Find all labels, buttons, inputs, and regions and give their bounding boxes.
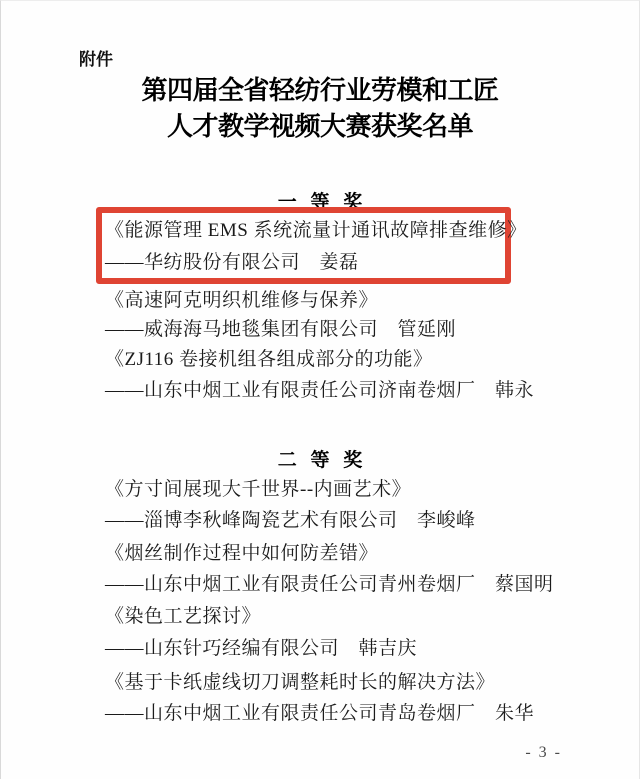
entry-winner: ——威海海马地毯集团有限公司 管延刚 — [105, 319, 457, 340]
document-title-line1: 第四届全省轻纺行业劳模和工匠 — [141, 76, 499, 105]
entry-winner: ——山东中烟工业有限责任公司青岛卷烟厂 朱华 — [105, 703, 535, 724]
entry-title: 《烟丝制作过程中如何防差错》 — [105, 543, 379, 564]
entry-winner: ——山东中烟工业有限责任公司济南卷烟厂 韩永 — [105, 380, 535, 401]
entry-title: 《染色工艺探讨》 — [105, 606, 262, 627]
entry-winner: ——淄博李秋峰陶瓷艺术有限公司 李峻峰 — [105, 510, 476, 531]
entry-winner: ——华纺股份有限公司 姜磊 — [105, 252, 359, 273]
entry-title: 《高速阿克明织机维修与保养》 — [105, 290, 379, 311]
entry-winner: ——山东针巧经编有限公司 韩吉庆 — [105, 638, 418, 659]
entry-title: 《方寸间展现大千世界--内画艺术》 — [105, 479, 412, 500]
page-number: - 3 - — [525, 744, 562, 761]
entry-title: 《能源管理 EMS 系统流量计通讯故障排查维修》 — [105, 220, 527, 241]
first-prize-header: 一 等 奖 — [277, 192, 363, 213]
entry-title: 《ZJ116 卷接机组各组成部分的功能》 — [105, 349, 433, 370]
second-prize-header: 二 等 奖 — [277, 450, 363, 471]
entry-winner: ——山东中烟工业有限责任公司青州卷烟厂 蔡国明 — [105, 574, 554, 595]
document-title-line2: 人才教学视频大赛获奖名单 — [166, 112, 473, 141]
entry-title: 《基于卡纸虚线切刀调整耗时长的解决方法》 — [105, 672, 496, 693]
attachment-label: 附件 — [79, 50, 113, 69]
